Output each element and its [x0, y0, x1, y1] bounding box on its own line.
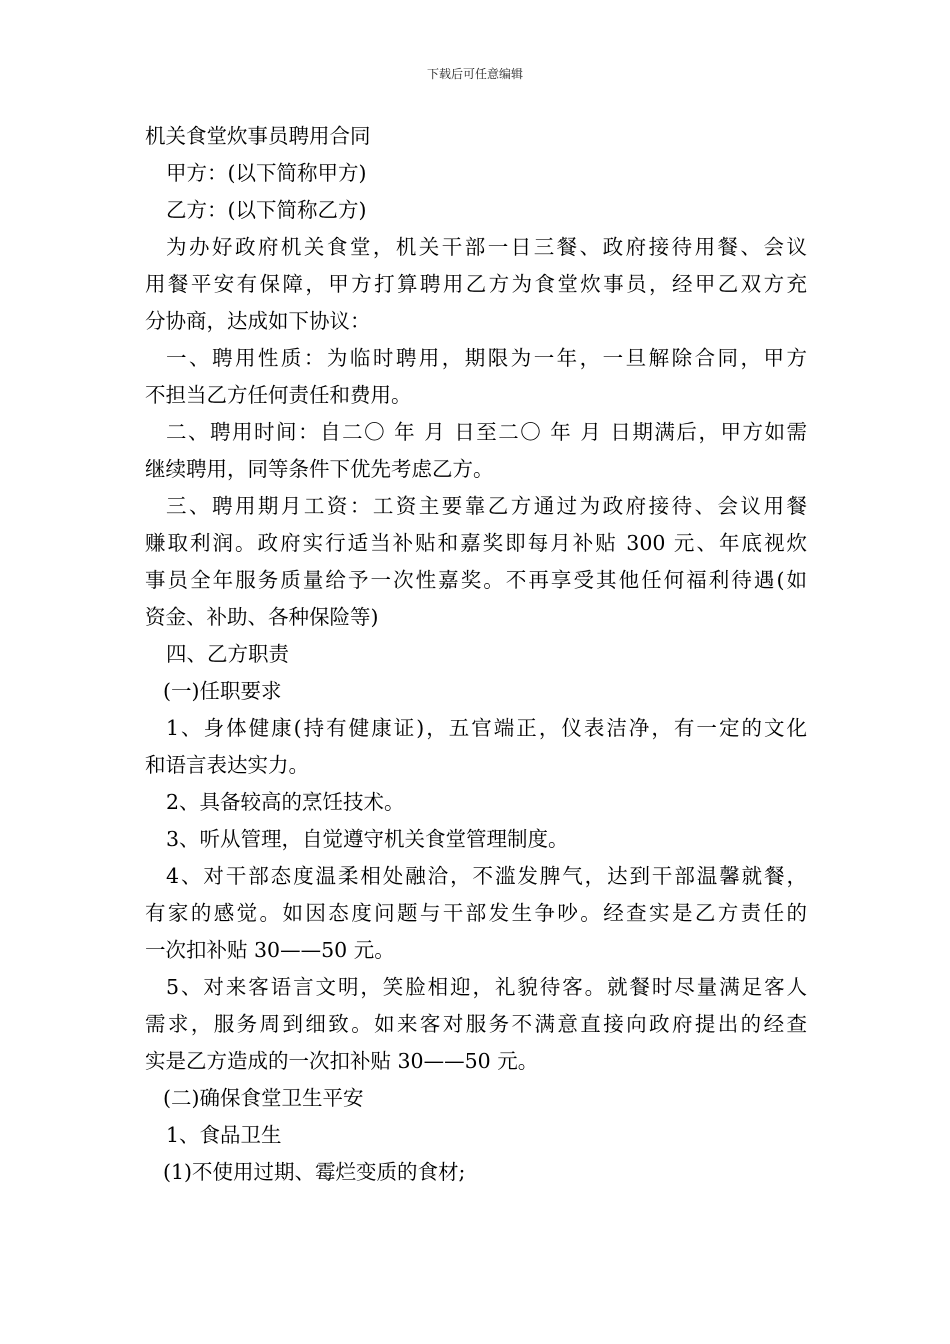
paragraph-line: 2、具备较高的烹饪技术。 [166, 790, 405, 814]
paragraph-line: 4、对干部态度温柔相处融洽，不滥发脾气，达到干部温馨就餐， [166, 864, 807, 888]
paragraph-line: 甲方：(以下简称甲方) [166, 161, 367, 185]
paragraph-line: 二、聘用时间：自二〇 年 月 日至二〇 年 月 日期满后，甲方如需 [166, 420, 807, 444]
paragraph-line: 为办好政府机关食堂，机关干部一日三餐、政府接待用餐、会议 [166, 235, 807, 259]
item-heading: 1、食品卫生 [166, 1123, 282, 1147]
paragraph-line: 三、聘用期月工资：工资主要靠乙方通过为政府接待、会议用餐 [166, 494, 807, 518]
paragraph-line: 5、对来客语言文明，笑脸相迎，礼貌待客。就餐时尽量满足客人 [166, 975, 807, 999]
paragraph-line: 3、听从管理，自觉遵守机关食堂管理制度。 [166, 827, 569, 851]
paragraph-line: 赚取利润。政府实行适当补贴和嘉奖即每月补贴 300 元、年底视炊 [145, 531, 807, 555]
paragraph-line: 分协商，达成如下协议： [145, 309, 371, 333]
paragraph-line: 事员全年服务质量给予一次性嘉奖。不再享受其他任何福利待遇(如 [145, 568, 807, 592]
paragraph-line: 和语言表达实力。 [145, 753, 309, 777]
paragraph-line: 需求，服务周到细致。如来客对服务不满意直接向政府提出的经查 [145, 1012, 807, 1036]
paragraph-line: 一、聘用性质：为临时聘用，期限为一年，一旦解除合同，甲方 [166, 346, 807, 370]
paragraph-line: 资金、补助、各种保险等) [145, 605, 379, 629]
paragraph-line: 不担当乙方任何责任和费用。 [145, 383, 412, 407]
document-title: 机关食堂炊事员聘用合同 [145, 124, 371, 148]
section-heading: 四、乙方职责 [166, 642, 289, 666]
paragraph-line: 继续聘用，同等条件下优先考虑乙方。 [145, 457, 494, 481]
subsection-heading: (二)确保食堂卫生平安 [163, 1086, 364, 1110]
subsection-heading: (一)任职要求 [163, 679, 282, 703]
paragraph-line: 实是乙方造成的一次扣补贴 30——50 元。 [145, 1049, 539, 1073]
page-header: 下载后可任意编辑 [426, 67, 523, 81]
paragraph-line: 1、身体健康(持有健康证)，五官端正，仪表洁净，有一定的文化 [166, 716, 807, 740]
paragraph-line: (1)不使用过期、霉烂变质的食材; [163, 1160, 466, 1184]
paragraph-line: 用餐平安有保障，甲方打算聘用乙方为食堂炊事员，经甲乙双方充 [145, 272, 807, 296]
paragraph-line: 有家的感觉。如因态度问题与干部发生争吵。经查实是乙方责任的 [145, 901, 807, 925]
paragraph-line: 乙方：(以下简称乙方) [166, 198, 367, 222]
paragraph-line: 一次扣补贴 30——50 元。 [145, 938, 395, 962]
document-body [145, 118, 807, 1191]
